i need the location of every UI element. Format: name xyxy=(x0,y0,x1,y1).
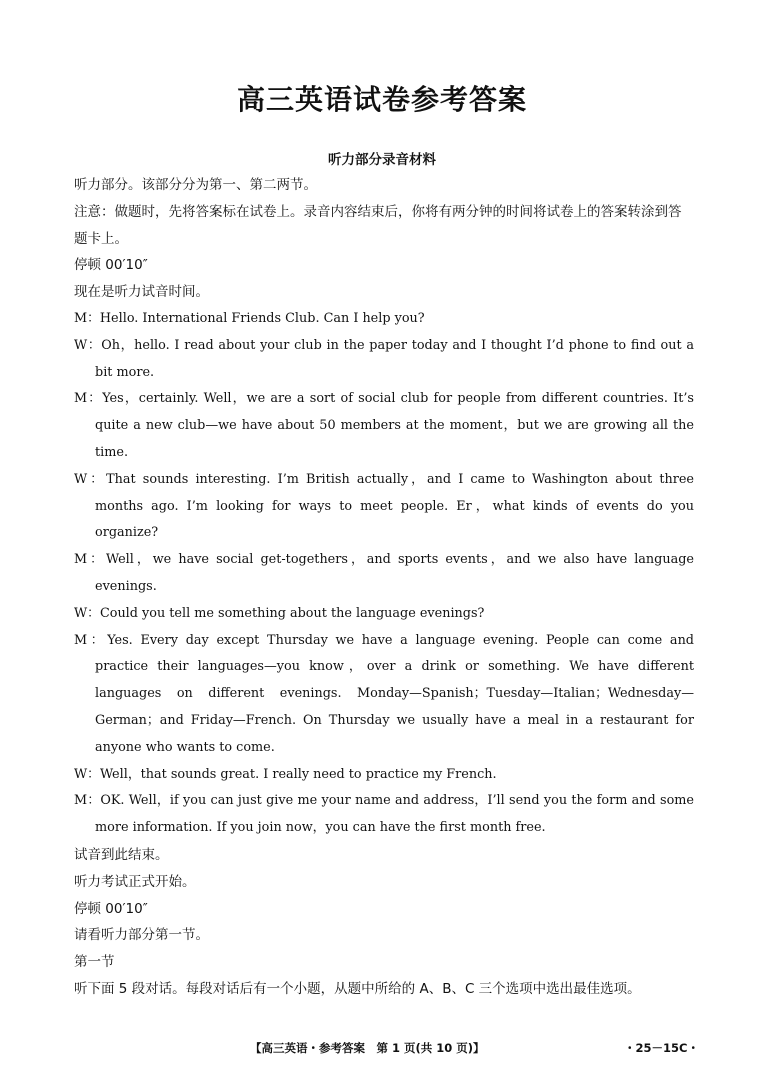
test-start-line: 现在是听力试音时间。 xyxy=(74,284,209,301)
pause-line: 停顿 00′10″ xyxy=(74,900,148,917)
section-heading: 第一节 xyxy=(74,954,115,971)
intro-line: 听力部分。该部分分为第一、第二两节。 xyxy=(74,177,317,193)
instruction-line: 听下面 5 段对话。每段对话后有一个小题，从题中所给的 A、B、C 三个选项中选出最佳选项。 xyxy=(74,980,641,997)
dialogue-line: M：Yes，certainly. Well，we are a sort of social club for people from different countries. It’s quite a new club—we have about 50 members at the moment，but we are growing all the time. xyxy=(74,391,694,460)
dialogue-line: W：Well，that sounds great. I really need to practice my French. xyxy=(74,766,497,782)
dialogue-line: M：Hello. International Friends Club. Can I help you? xyxy=(74,310,425,326)
section-subtitle: 听力部分录音材料 xyxy=(328,152,436,168)
page-footer: 【高三英语・参考答案 第 1 页(共 10 页)】 xyxy=(250,1041,485,1055)
dialogue-line: W：Could you tell me something about the language evenings? xyxy=(74,605,485,621)
dialogue-line: M：OK. Well，if you can just give me your name and address，I’ll send you the form and some more information. If you join now，you can have the first month free. xyxy=(74,793,694,836)
dialogue-line: M：Well，we have social get-togethers，and sports events，and we also have language evenings. xyxy=(74,552,694,594)
document-body xyxy=(74,172,694,1003)
exam-start-line: 听力考试正式开始。 xyxy=(74,873,196,890)
paper-code: ・25－15C・ xyxy=(624,1041,699,1055)
dialogue-line: M：Yes. Every day except Thursday we have a language evening. People can come and practice their languages—you know，over a drink or something. We have different languages on different evenings. Monday—Spanish；Tuesday—Italian；Wednesday—German；and Friday—French. On Thursday we usually have a meal in a restaurant for anyone who wants to come. xyxy=(74,632,694,755)
dialogue-line: W：Oh，hello. I read about your club in the paper today and I thought I’d phone to find out a bit more. xyxy=(74,337,694,380)
notice-paragraph: 注意：做题时，先将答案标在试卷上。录音内容结束后，你将有两分钟的时间将试卷上的答案转涂到答题卡上。 xyxy=(74,203,682,247)
test-end-line: 试音到此结束。 xyxy=(74,846,169,863)
page-title: 高三英语试卷参考答案 xyxy=(236,83,527,116)
dialogue-line: W：That sounds interesting. I’m British actually，and I came to Washington about three months ago. I’m looking for ways to meet people. Er，what kinds of events do you organize? xyxy=(74,471,694,541)
look-line: 请看听力部分第一节。 xyxy=(74,927,209,944)
pause-line: 停顿 00′10″ xyxy=(74,257,148,274)
